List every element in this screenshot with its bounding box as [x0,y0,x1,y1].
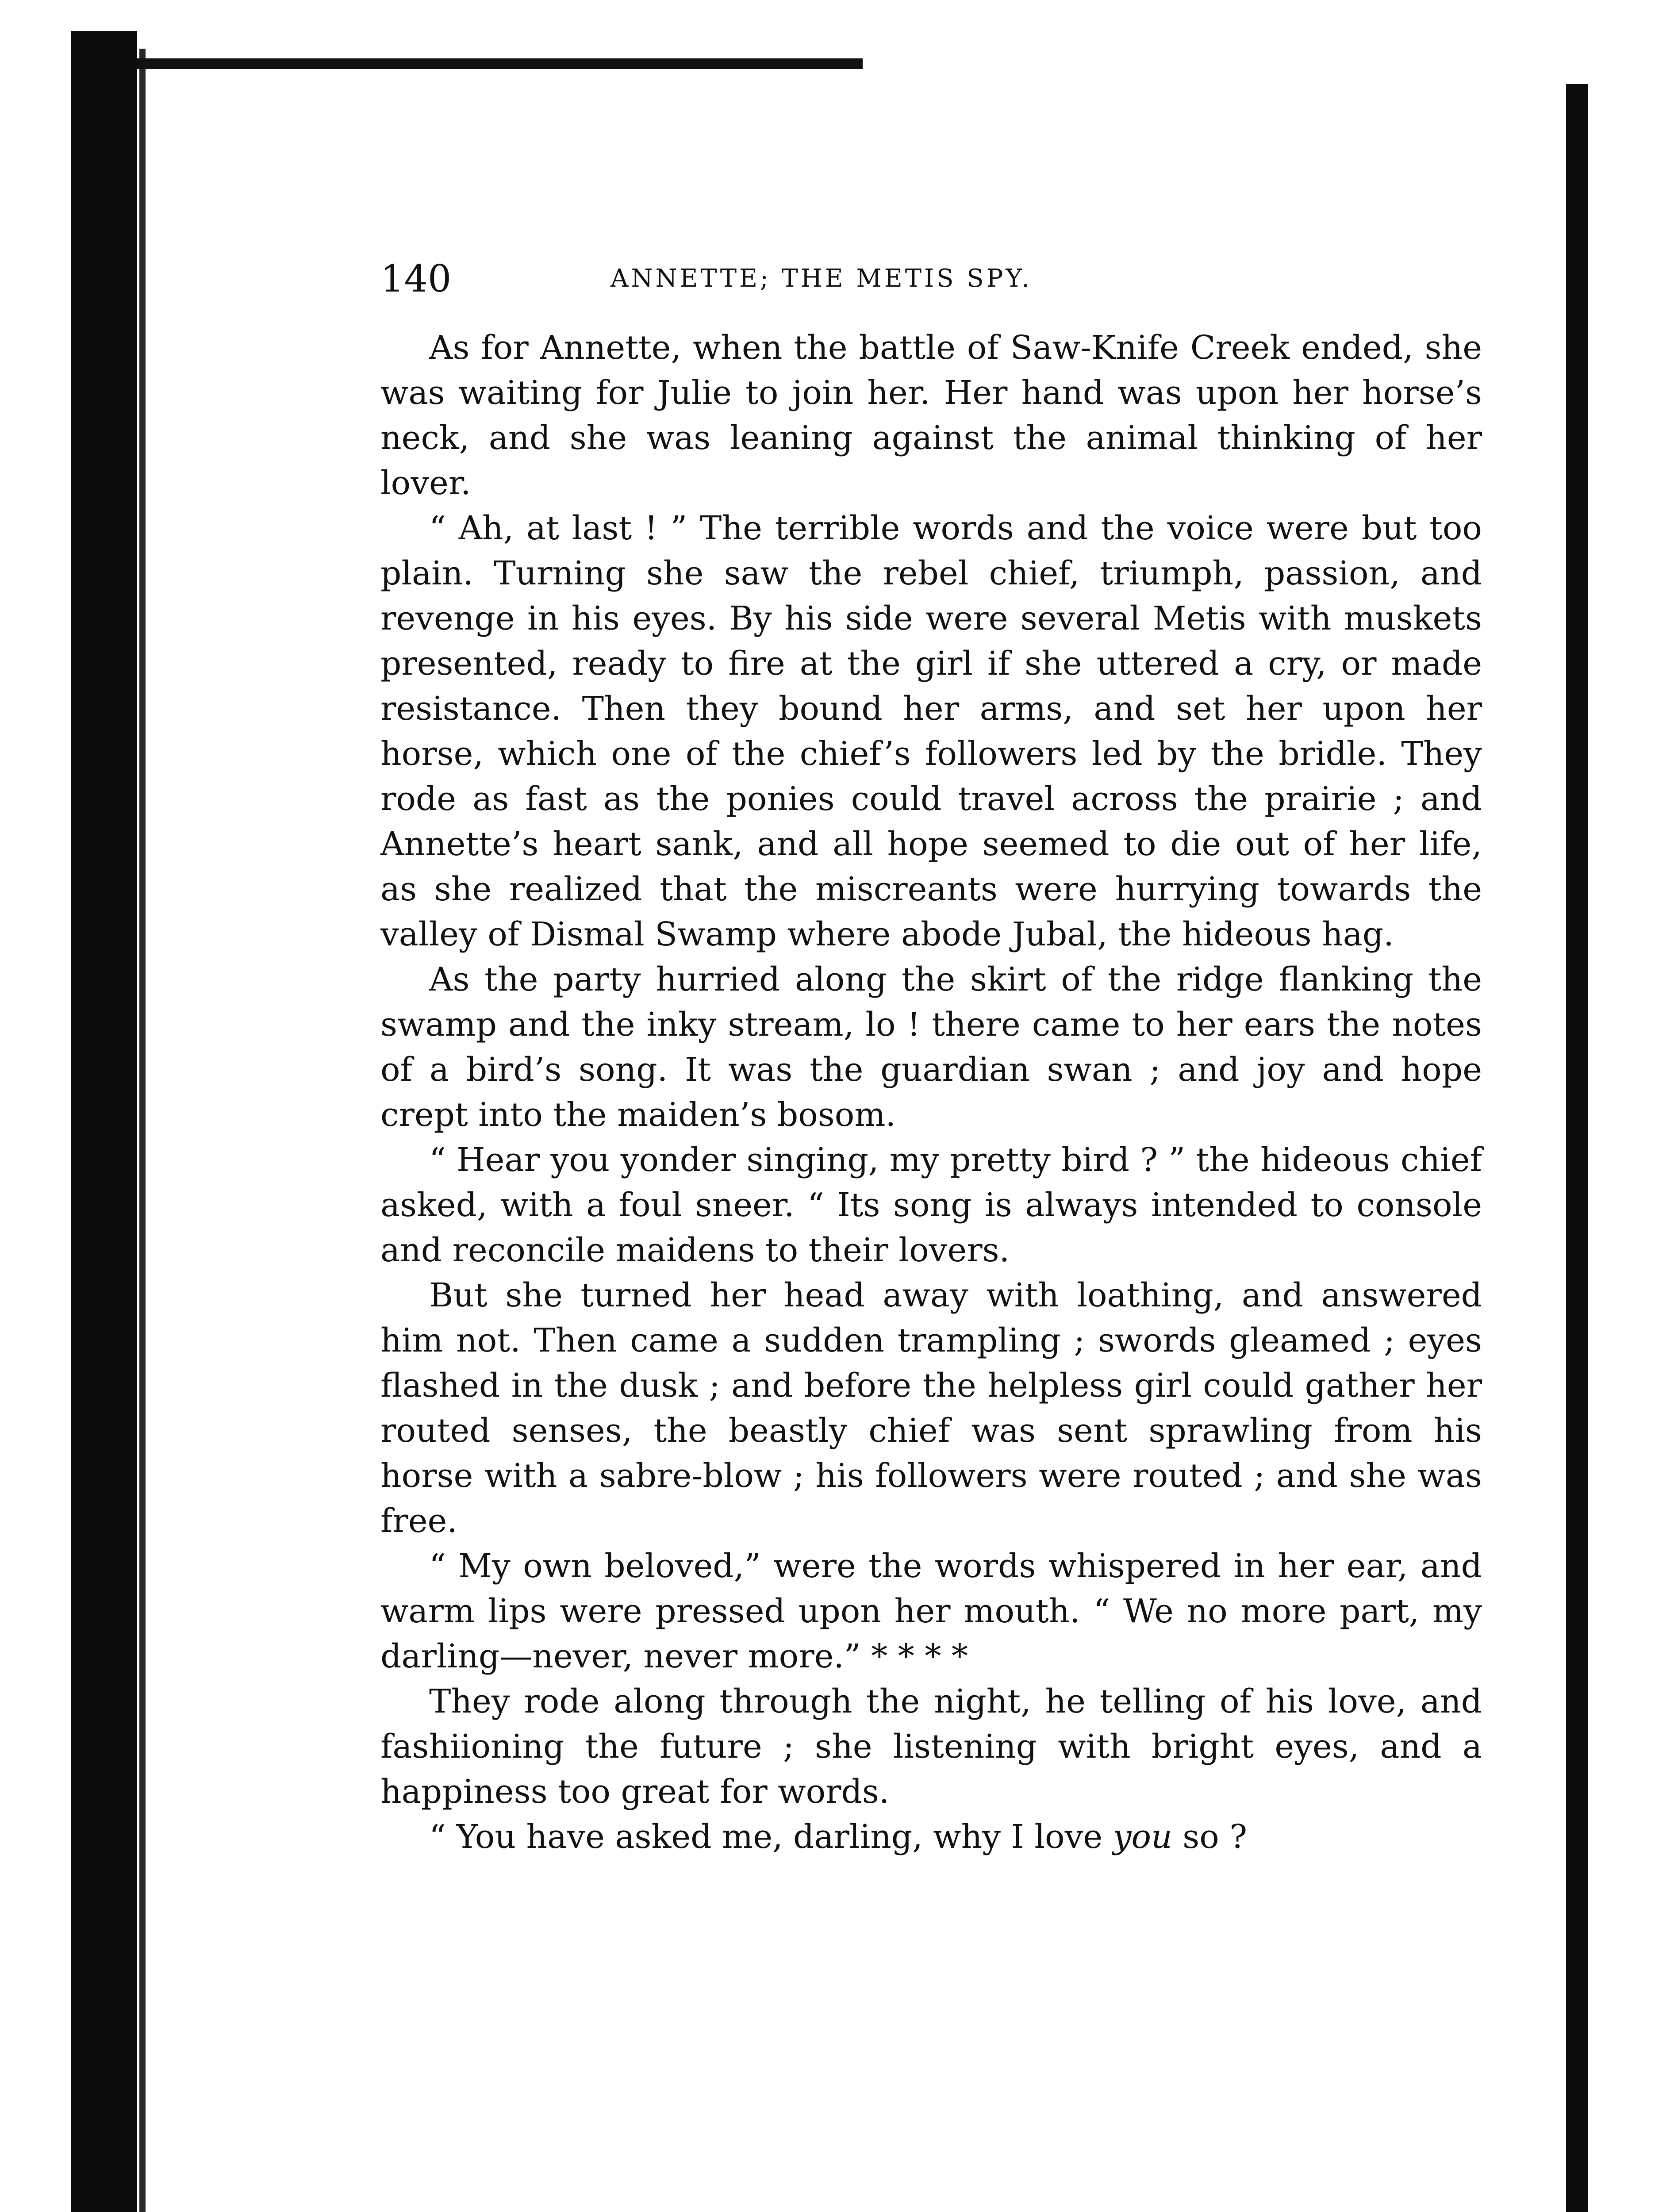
paragraph-1: As for Annette, when the battle of Saw-Knife Creek ended, she was waiting for Julie to join her. Her hand was upon her horse’s neck, and she was leaning against the animal thinking of her lover. [380,329,1482,502]
paragraph-7: They rode along through the night, he telling of his love, and fashiioning the future ; she listening with bright eyes, and a happiness too great for words. [380,1682,1482,1811]
paragraph-3: As the party hurried along the skirt of the ridge flanking the swamp and the inky stream, lo ! there came to her ears the notes of a bird’s song. It was the guardian swan ; and joy and hope crept into the maiden’s bosom. [380,960,1482,1134]
running-head [380,257,1482,301]
paragraph-6: “ My own beloved,” were the words whispered in her ear, and warm lips were pressed upon her mouth. “ We no more part, my darling—never, never more.” * * * * [380,1547,1482,1675]
page-number: 140 [380,257,452,300]
last-line-before: “ You have asked me, darling, why I love [429,1818,1113,1856]
paragraph-8-last-line [380,1814,1482,1859]
last-line-emphasis: you [1113,1818,1172,1856]
paragraph-5: But she turned her head away with loathing, and answered him not. Then came a sudden trampling ; swords gleamed ; eyes flashed in the dusk ; and before the helpless girl could gather her routed senses, the beastly chief was sent sprawling from his horse with a sabre-blow ; his followers were routed ; and she was free. [380,1276,1482,1540]
scan-border-top [137,58,863,69]
body-text [380,325,1482,1859]
scan-border-left-inner [139,49,146,2212]
scan-border-left [71,31,137,2212]
scan-border-right [1566,84,1588,2212]
last-line-after: so ? [1172,1818,1248,1856]
paragraph-2: “ Ah, at last ! ” The terrible words and the voice were but too plain. Turning she saw the rebel chief, triumph, passion, and revenge in his eyes. By his side were several Metis with muskets presented, ready to fire at the girl if she uttered a cry, or made resistance. Then they bound her arms, and set her upon her horse, which one of the chief’s followers led by the bridle. They rode as fast as the ponies could travel across the prairie ; and Annette’s heart sank, and all hope seemed to die out of her life, as she realized that the miscreants were hurrying towards the valley of Dismal Swamp where abode Jubal, the hideous hag. [380,509,1482,953]
book-page [380,257,1482,1859]
paragraph-4: “ Hear you yonder singing, my pretty bird ? ” the hideous chief asked, with a foul sneer. “ Its song is always intended to console and reconcile maidens to their lovers. [380,1141,1482,1269]
running-title: ANNETTE; THE METIS SPY. [610,264,1032,293]
